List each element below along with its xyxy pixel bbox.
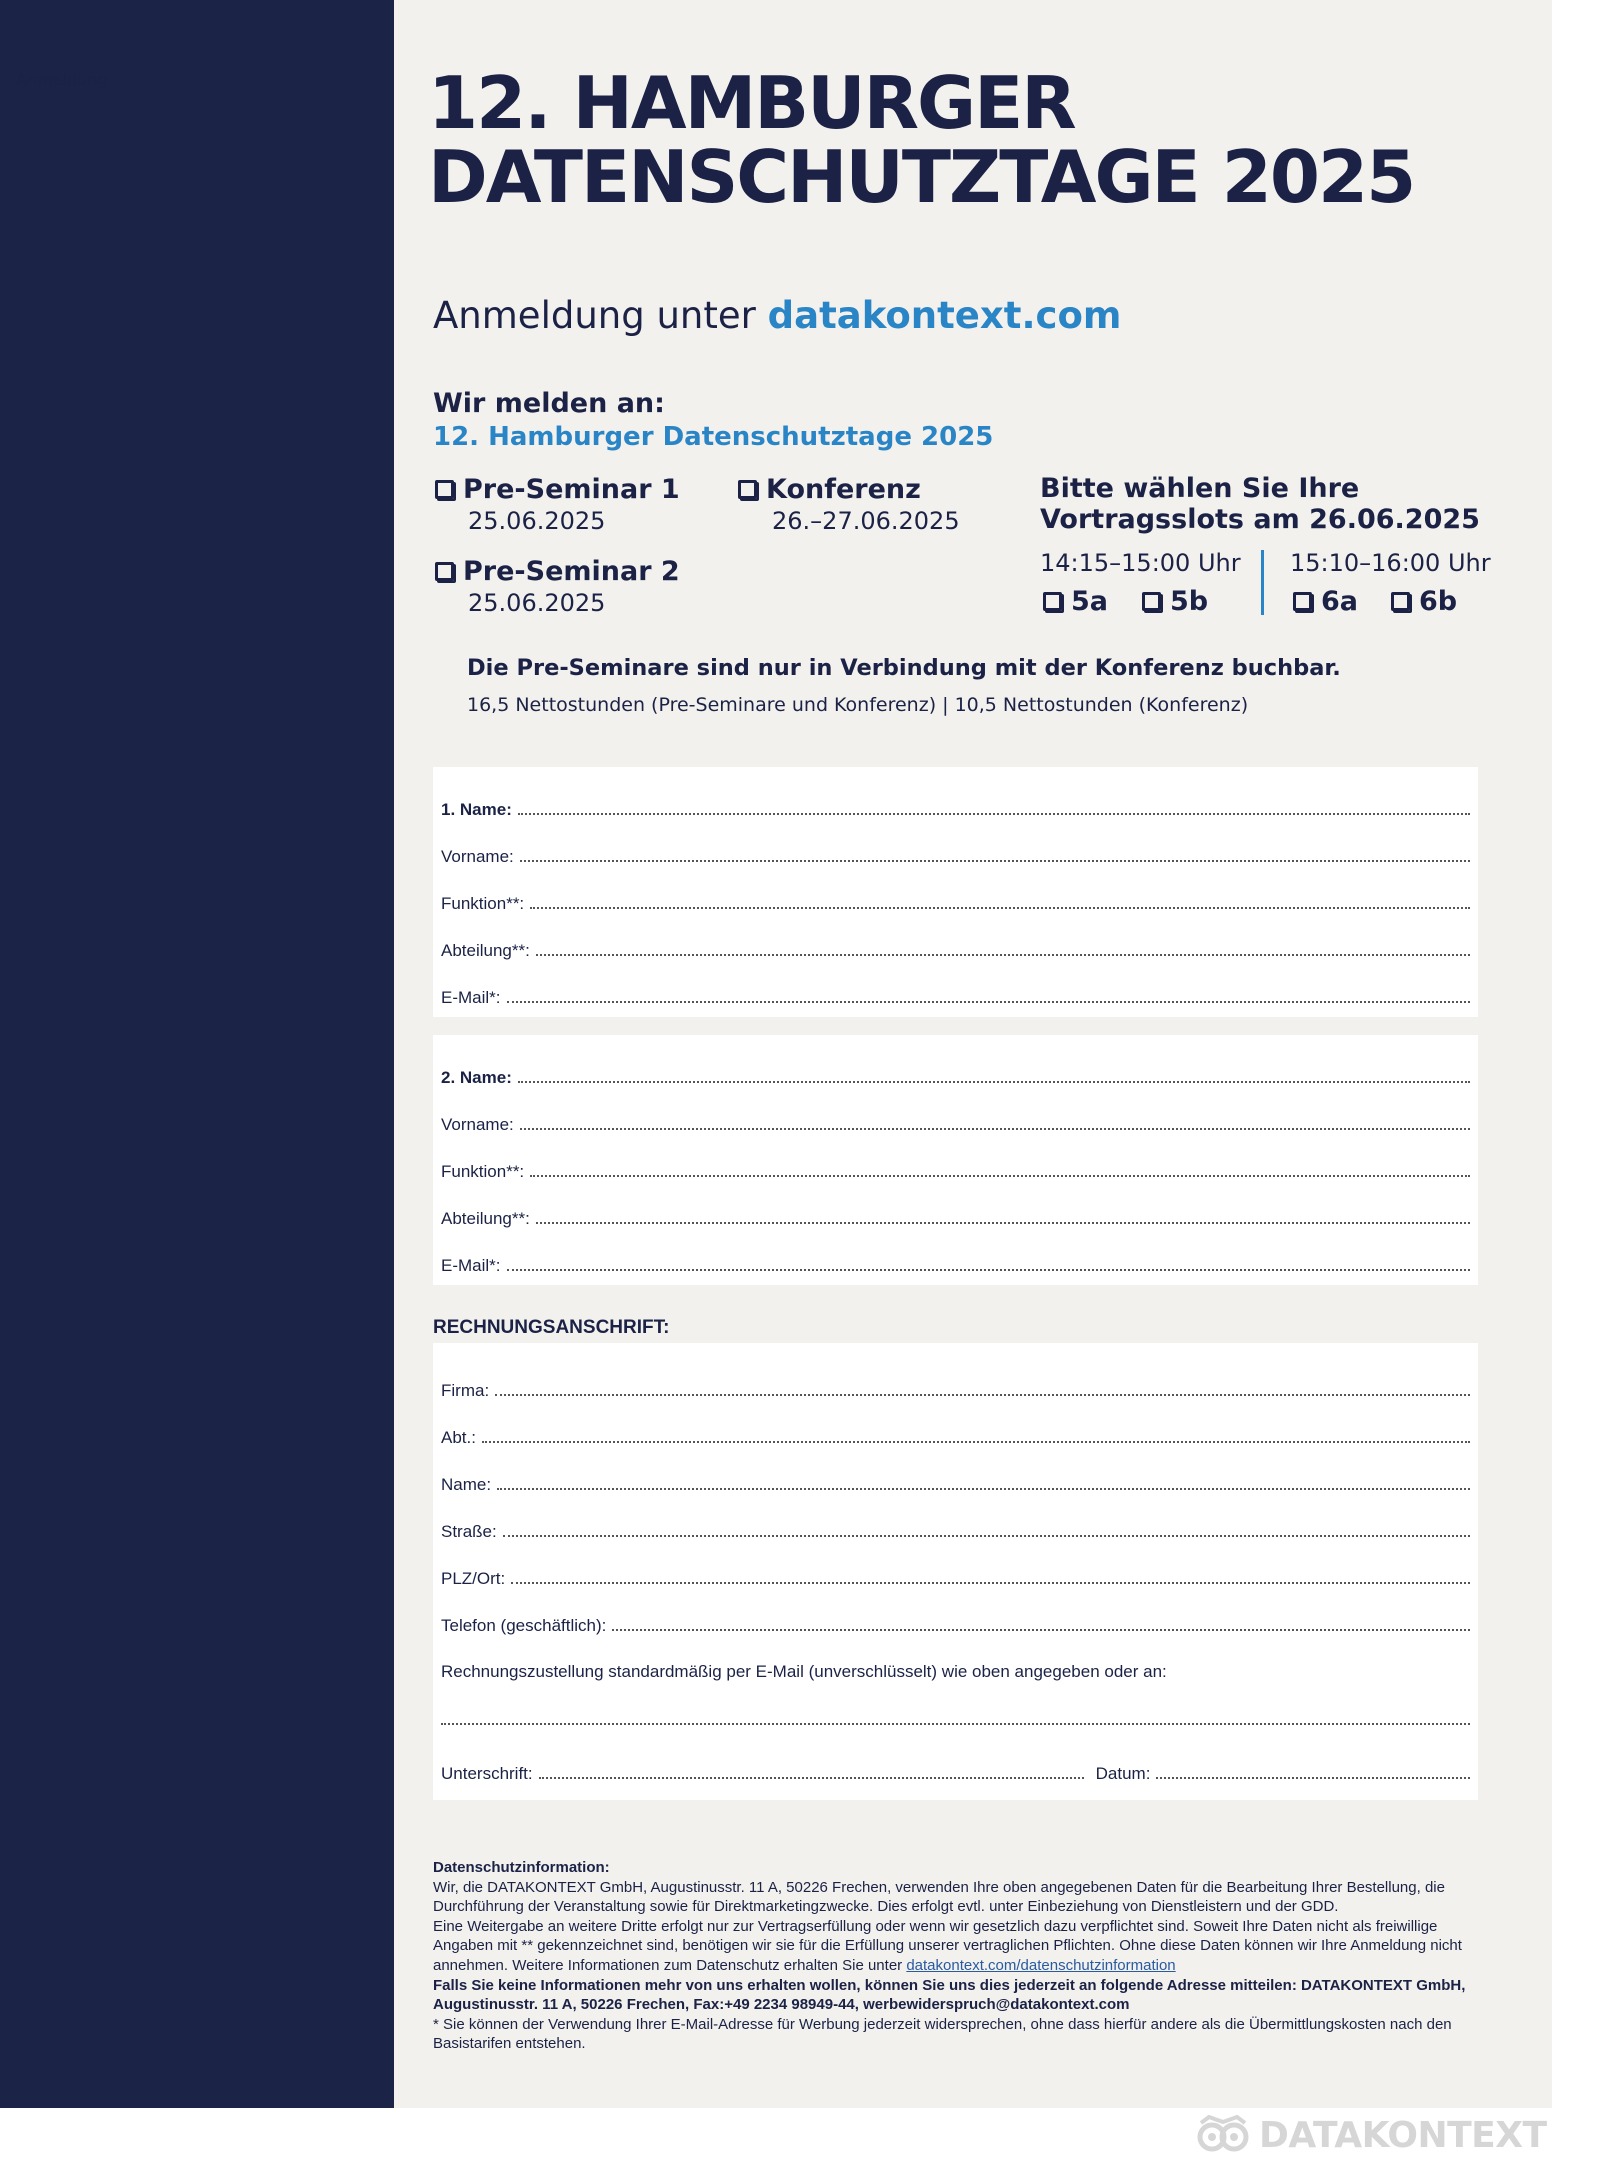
slot-5a[interactable]	[1043, 586, 1108, 617]
abteilung-field[interactable]	[441, 1203, 1470, 1229]
billing-name-field[interactable]	[441, 1469, 1470, 1495]
sidebar-title	[16, 70, 108, 550]
fill-line	[518, 813, 1470, 815]
privacy-text: Eine Weitergabe an weitere Dritte erfolgt nur zur Vertragserfüllung oder wenn wir gesetzlich dazu verpflichtet sind. Soweit Ihre Daten nicht als freiwillige Angaben mit ** gekennzeichnet sind, benötigen wir sie für die Erfüllung unserer vertraglichen Pflichten. Ohne diese Daten können wir Ihre Anmeldung nicht annehmen. Weitere Informationen zum Datenschutz erhalten Sie unter	[433, 1917, 1462, 1974]
funktion-field[interactable]	[441, 888, 1470, 914]
signature-line[interactable]	[539, 1777, 1084, 1779]
option-label: Pre-Seminar 2	[463, 556, 680, 587]
checkbox-icon[interactable]	[1293, 592, 1312, 611]
registration-prefix: Anmeldung unter	[433, 294, 756, 337]
privacy-paragraph: Wir, die DATAKONTEXT GmbH, Augustinusstr. 11 A, 50226 Frechen, verwenden Ihre oben angegebenen Daten für die Bearbeitung Ihrer Bestellung, die Durchführung der Veranstaltung sowie für Direktmarketingzwecke. Dies erfolgt evtl. unter Einbeziehung von Dienstleistern und der GDD.	[433, 1878, 1445, 1916]
booking-heading: Wir melden an:	[433, 388, 665, 419]
abteilung-field[interactable]	[441, 935, 1470, 961]
option-date: 26.–27.06.2025	[772, 507, 960, 535]
field-label: Unterschrift:	[441, 1764, 533, 1783]
field-label: 1. Name:	[441, 800, 512, 819]
field-label: 2. Name:	[441, 1068, 512, 1087]
field-label: Funktion**:	[441, 894, 525, 913]
sidebar	[0, 0, 394, 2108]
page-margin	[1552, 0, 1615, 2108]
date-line[interactable]	[1156, 1777, 1470, 1779]
slot-label: 6a	[1321, 586, 1359, 617]
footnote: * Sie können der Verwendung Ihrer E-Mail-Adresse für Werbung jederzeit widersprechen, ohne dass hierfür andere als die Übermittlungskosten nach den Basistarifen entstehen.	[433, 2015, 1452, 2053]
slot-6a[interactable]	[1293, 586, 1358, 617]
field-label: Funktion**:	[441, 1162, 525, 1181]
telefon-field[interactable]	[441, 1610, 1470, 1636]
fill-line	[612, 1629, 1470, 1631]
participant-1-panel	[433, 767, 1478, 1017]
slot-label: 6b	[1419, 586, 1458, 617]
field-label: Abteilung**:	[441, 1209, 530, 1228]
signature-row	[441, 1758, 1470, 1784]
billing-heading: RECHNUNGSANSCHRIFT:	[433, 1317, 670, 1338]
slot-label: 5b	[1170, 586, 1209, 617]
name-field[interactable]	[441, 1062, 1470, 1088]
slot-time-2: 15:10–16:00 Uhr	[1290, 549, 1491, 577]
option-label: Konferenz	[766, 474, 921, 505]
fill-line	[497, 1488, 1470, 1490]
field-label: Vorname:	[441, 847, 514, 866]
checkbox-icon[interactable]	[1142, 592, 1161, 611]
checkbox-icon[interactable]	[1391, 592, 1410, 611]
slot-5b[interactable]	[1142, 586, 1208, 617]
fill-line	[518, 1081, 1470, 1083]
abt-field[interactable]	[441, 1422, 1470, 1448]
fill-line	[503, 1535, 1470, 1537]
field-label: E-Mail*:	[441, 1256, 501, 1275]
field-label: Vorname:	[441, 1115, 514, 1134]
brand-owl-icon	[1195, 2113, 1251, 2157]
slot-time-1: 14:15–15:00 Uhr	[1040, 549, 1241, 577]
field-label: Rechnungszustellung standardmäßig per E-Mail (unverschlüsselt) wie oben angegeben oder an:	[441, 1662, 1167, 1681]
checkbox-icon[interactable]	[435, 480, 454, 499]
fill-line	[536, 954, 1470, 956]
event-name: 12. Hamburger Datenschutztage 2025	[433, 422, 994, 452]
checkbox-icon[interactable]	[435, 562, 454, 581]
privacy-heading: Datenschutzinformation:	[433, 1859, 610, 1876]
fill-line	[495, 1394, 1470, 1396]
funktion-field[interactable]	[441, 1156, 1470, 1182]
delivery-text	[441, 1656, 1470, 1682]
vorname-field[interactable]	[441, 841, 1470, 867]
billing-panel	[433, 1343, 1478, 1800]
fill-line	[482, 1441, 1470, 1443]
option-date: 25.06.2025	[468, 589, 606, 617]
slot-divider	[1261, 550, 1264, 615]
field-label: Firma:	[441, 1381, 490, 1400]
email-field[interactable]	[441, 1250, 1470, 1276]
participant-2-panel	[433, 1035, 1478, 1285]
field-label: Name:	[441, 1475, 492, 1494]
vorname-field[interactable]	[441, 1109, 1470, 1135]
booking-hours: 16,5 Nettostunden (Pre-Seminare und Konferenz) | 10,5 Nettostunden (Konferenz)	[467, 694, 1249, 716]
slots-heading: Bitte wählen Sie Ihre Vortragsslots am 26.06.2025	[1040, 473, 1480, 535]
fill-line	[507, 1269, 1470, 1271]
field-label: Datum:	[1095, 1764, 1151, 1783]
fill-line	[520, 1128, 1470, 1130]
registration-link[interactable]: datakontext.com	[767, 294, 1122, 337]
optout-paragraph: Falls Sie keine Informationen mehr von uns erhalten wollen, können Sie uns dies jederzeit an folgende Adresse mitteilen: DATAKONTEXT GmbH, Augustinusstr. 11 A, 50226 Frechen, Fax:+49 2234 98949-44, werbewiderspruch@datakontext.com	[433, 1976, 1466, 2014]
fill-line	[507, 1001, 1470, 1003]
option-pre-seminar-1[interactable]	[435, 474, 680, 505]
field-label: E-Mail*:	[441, 988, 501, 1007]
page-title	[428, 61, 1415, 219]
option-date: 25.06.2025	[468, 507, 606, 535]
option-konferenz[interactable]	[738, 474, 921, 505]
checkbox-icon[interactable]	[1043, 592, 1062, 611]
name-field[interactable]	[441, 794, 1470, 820]
field-label: Abteilung**:	[441, 941, 530, 960]
privacy-paragraph	[433, 1917, 1483, 1976]
slot-label: 5a	[1071, 586, 1109, 617]
fill-line	[520, 860, 1470, 862]
email-field[interactable]	[441, 982, 1470, 1008]
title-line-2: DATENSCHUTZTAGE 2025	[428, 135, 1415, 219]
booking-note: Die Pre-Seminare sind nur in Verbindung mit der Konferenz buchbar.	[467, 655, 1341, 681]
field-label: Abt.:	[441, 1428, 476, 1447]
checkbox-icon[interactable]	[738, 480, 757, 499]
fill-line	[530, 907, 1470, 909]
fill-line	[536, 1222, 1470, 1224]
slot-6b[interactable]	[1391, 586, 1457, 617]
registration-line	[433, 294, 1121, 337]
brand-name: DATAKONTEXT	[1259, 2114, 1547, 2156]
title-line-1: 12. HAMBURGER	[428, 61, 1075, 145]
fill-line	[530, 1175, 1470, 1177]
delivery-address-field[interactable]	[441, 1704, 1470, 1730]
field-label: Telefon (geschäftlich):	[441, 1616, 607, 1635]
field-label: Straße:	[441, 1522, 497, 1541]
privacy-info	[433, 1858, 1483, 2054]
firma-field[interactable]	[441, 1375, 1470, 1401]
strasse-field[interactable]	[441, 1516, 1470, 1542]
sidebar-title-text: Anmeldung	[16, 70, 108, 89]
option-pre-seminar-2[interactable]	[435, 556, 680, 587]
privacy-link[interactable]: datakontext.com/datenschutzinformation	[906, 1956, 1176, 1974]
plz-field[interactable]	[441, 1563, 1470, 1589]
field-label: PLZ/Ort:	[441, 1569, 506, 1588]
brand-logo	[1195, 2112, 1547, 2158]
fill-line	[441, 1723, 1470, 1725]
fill-line	[511, 1582, 1470, 1584]
option-label: Pre-Seminar 1	[463, 474, 680, 505]
